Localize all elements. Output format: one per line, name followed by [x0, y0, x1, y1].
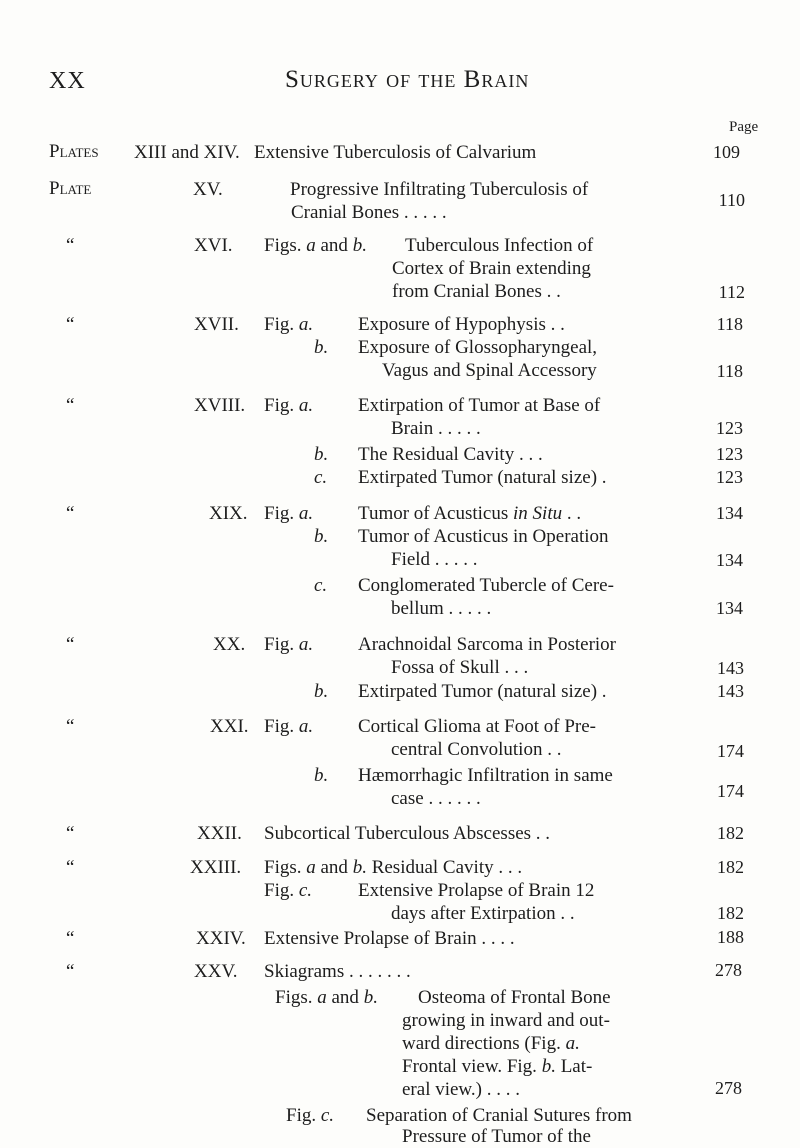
ditto-mark: “	[66, 235, 75, 256]
entry-title-line: Hæmorrhagic Infiltration in same	[358, 765, 613, 786]
plate-number: XXIII.	[190, 857, 242, 878]
running-title: Surgery of the Brain	[285, 66, 530, 93]
entry-title: Subcortical Tuberculous Abscesses . .	[264, 823, 551, 844]
fig-label: Fig. a.	[264, 314, 314, 335]
plate-number: XV.	[193, 179, 223, 200]
fig-letter: c.	[314, 467, 328, 488]
plate-number: XX.	[213, 634, 246, 655]
fig-label: Figs. a and b.	[264, 235, 367, 256]
page-number: 182	[717, 823, 744, 843]
entry-title-line: Osteoma of Frontal Bone	[418, 987, 611, 1008]
page-number: 182	[717, 857, 744, 877]
fig-letter: b.	[314, 526, 329, 547]
page-number: 278	[715, 1078, 742, 1098]
entry-title-line: Tuberculous Infection of	[405, 235, 594, 256]
entry-title-line: Tumor of Acusticus in Situ . .	[358, 503, 582, 524]
entry-title-line: Separation of Cranial Sutures from	[366, 1105, 632, 1126]
ditto-mark: “	[66, 503, 75, 524]
entry-title-line: The Residual Cavity . . .	[358, 444, 543, 465]
fig-label: Fig. c.	[286, 1105, 335, 1126]
plate-number: XIX.	[209, 503, 248, 524]
fig-letter: c.	[314, 575, 328, 596]
plate-number: XVIII.	[194, 395, 246, 416]
plate-number: XXV.	[194, 961, 238, 982]
fig-label: Fig. a.	[264, 634, 314, 655]
plate-number: XVII.	[194, 314, 239, 335]
page-number: 134	[716, 598, 743, 618]
entry-title-line: case . . . . . .	[391, 788, 481, 809]
row-label: Plates	[49, 141, 99, 162]
ditto-mark: “	[66, 823, 75, 844]
entry-title-line: Conglomerated Tubercle of Cere-	[358, 575, 614, 596]
page-number: 109	[713, 142, 740, 162]
entry-title-line: Cortical Glioma at Foot of Pre-	[358, 716, 596, 737]
entry-title-line: Extensive Prolapse of Brain 12	[358, 880, 595, 901]
ditto-mark: “	[66, 928, 75, 949]
page-number: 182	[717, 903, 744, 923]
entry-title-line: Vagus and Spinal Accessory	[382, 360, 597, 381]
fig-letter: b.	[314, 337, 329, 358]
plate-number: XXI.	[210, 716, 249, 737]
page-number: 112	[718, 282, 745, 302]
page-number: 188	[717, 927, 744, 947]
page-number: 134	[716, 550, 743, 570]
page-number: 110	[718, 190, 745, 210]
ditto-mark: “	[66, 634, 75, 655]
page-number: 143	[717, 681, 744, 701]
entry-title-line: Fossa of Skull . . .	[391, 657, 529, 678]
page-number: 174	[717, 781, 744, 801]
plate-number: XIII and XIV.	[134, 142, 240, 163]
page-column-label: Page	[729, 119, 759, 135]
fig-label: Fig. a.	[264, 503, 314, 524]
entry-title-line: Cranial Bones . . . . .	[291, 202, 447, 223]
page-number: 118	[716, 314, 743, 334]
folio: XX	[49, 68, 86, 94]
page-number: 118	[716, 361, 743, 381]
entry-title-line: Field . . . . .	[391, 549, 478, 570]
entry-title-line: ward directions (Fig. a.	[402, 1033, 580, 1054]
plate-number: XVI.	[194, 235, 233, 256]
fig-label: Fig. c.	[264, 880, 313, 901]
entry-title: Skiagrams . . . . . . .	[264, 961, 411, 982]
page-number: 143	[717, 658, 744, 678]
entry-title-line: Pressure of Tumor of the	[402, 1126, 591, 1147]
entry-title-line: from Cranial Bones . .	[392, 281, 561, 302]
entry-title-line: Tumor of Acusticus in Operation	[358, 526, 609, 547]
page-number: 123	[716, 467, 743, 487]
fig-label: Fig. a.	[264, 716, 314, 737]
row-label: Plate	[49, 178, 92, 199]
ditto-mark: “	[66, 857, 75, 878]
ditto-mark: “	[66, 716, 75, 737]
entry-title-line: bellum . . . . .	[391, 598, 492, 619]
entry-title-line: Extirpation of Tumor at Base of	[358, 395, 601, 416]
entry-title: Extensive Prolapse of Brain . . . .	[264, 928, 515, 949]
entry-title-line: Brain . . . . .	[391, 418, 481, 439]
plate-number: XXII.	[197, 823, 242, 844]
ditto-mark: “	[66, 395, 75, 416]
page-number: 123	[716, 418, 743, 438]
entry-title: Extensive Tuberculosis of Calvarium	[254, 142, 537, 163]
page-number: 278	[715, 960, 742, 980]
entry-title-line: Extirpated Tumor (natural size) .	[358, 681, 607, 702]
page-number: 174	[717, 741, 744, 761]
entry-title-line: Cortex of Brain extending	[392, 258, 591, 279]
page-number: 123	[716, 444, 743, 464]
entry-title-line: Frontal view. Fig. b. Lat-	[402, 1056, 593, 1077]
fig-letter: b.	[314, 444, 329, 465]
entry-title-line: eral view.) . . . .	[402, 1079, 520, 1100]
entry-title-line: growing in inward and out-	[402, 1010, 610, 1031]
entry-title-line: days after Extirpation . .	[391, 903, 575, 924]
entry-title-line: central Convolution . .	[391, 739, 562, 760]
ditto-mark: “	[66, 961, 75, 982]
fig-label: Figs. a and b.	[275, 987, 378, 1008]
fig-label: Fig. a.	[264, 395, 314, 416]
fig-letter: b.	[314, 765, 329, 786]
fig-letter: b.	[314, 681, 329, 702]
entry-title-line: Extirpated Tumor (natural size) .	[358, 467, 607, 488]
entry-title-line: Progressive Infiltrating Tuberculosis of	[290, 179, 589, 200]
fig-label: Figs. a and b. Residual Cavity . . .	[264, 857, 523, 878]
plate-number: XXIV.	[196, 928, 246, 949]
entry-title-line: Exposure of Hypophysis . .	[358, 314, 565, 335]
entry-title-line: Arachnoidal Sarcoma in Posterior	[358, 634, 617, 655]
entry-title-line: Exposure of Glossopharyngeal,	[358, 337, 598, 358]
page-number: 134	[716, 503, 743, 523]
ditto-mark: “	[66, 314, 75, 335]
